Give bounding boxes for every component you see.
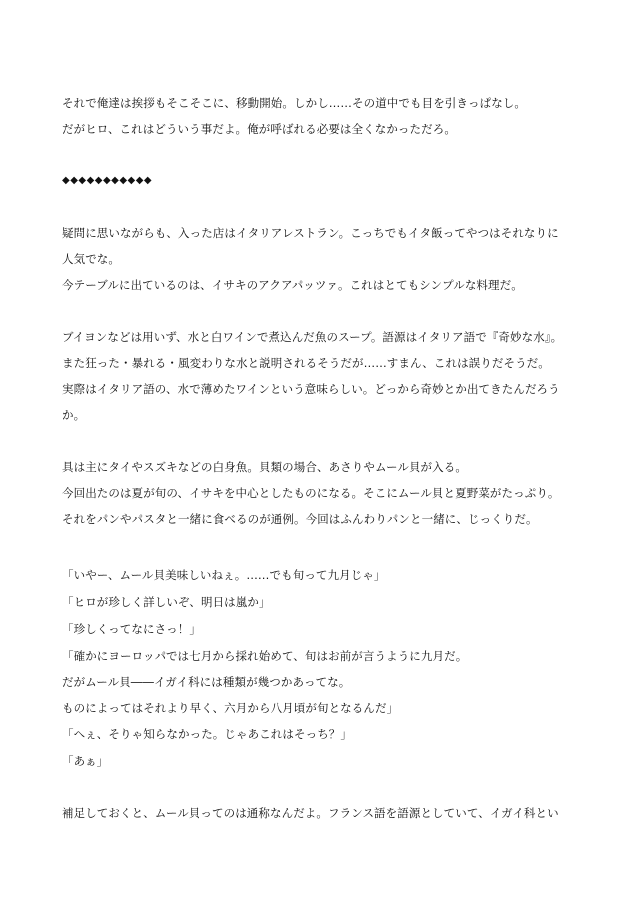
text-line: 今回出たのは夏が旬の、イサキを中心としたものになる。そこにムール貝と夏野菜がたっぷり。 <box>62 486 560 500</box>
dialogue-line: 「ヒロが珍しく詳しいぞ、明日は嵐か」 <box>62 595 271 609</box>
text-line: だがヒロ、これはどういう事だよ。俺が呼ばれる必要は全くなかっただろ。 <box>62 122 456 136</box>
dialogue-line: 「確かにヨーロッパでは七月から採れ始めて、旬はお前が言うように九月だ。 <box>62 649 468 663</box>
text-line: 具は主にタイやスズキなどの白身魚。貝類の場合、あさりやムール貝が入る。 <box>62 460 467 474</box>
text-line: 実際はイタリア語の、水で薄めたワインという意味らしい。どっから奇妙とか出てきたんだろう <box>62 382 560 396</box>
text-line: 疑問に思いながらも、入った店はイタリアレストラン。こっちでもイタ飯ってやつはそれなりに <box>62 226 559 240</box>
dialogue-line: 「珍しくってなにさっ！」 <box>62 622 201 636</box>
dialogue-line: 「いやー、ムール貝美味しいねぇ。……でも旬って九月じゃ」 <box>62 568 386 582</box>
dialogue-line: 「へぇ、そりゃ知らなかった。じゃあこれはそっち？」 <box>62 727 352 741</box>
text-line: ブイヨンなどは用いず、水と白ワインで煮込んだ魚のスープ。語源はイタリア語で『奇妙な水』。 <box>62 330 563 344</box>
text-line: 人気でな。 <box>62 252 120 266</box>
dialogue-line: 「あぁ」 <box>62 754 109 768</box>
text-line: か。 <box>62 408 86 422</box>
dialogue-line: だがムール貝――イガイ科には種類が幾つかあってな。 <box>62 675 351 689</box>
text-line: 今テーブルに出ているのは、イサキのアクアパッツァ。これはとてもシンプルな料理だ。 <box>62 278 523 292</box>
text-line: また狂った・暴れる・風変わりな水と説明されるそうだが……すまん、これは誤りだそうだ。 <box>62 356 550 370</box>
text-line: それをパンやパスタと一緒に食べるのが通例。今回はふんわりパンと一緒に、じっくりだ。 <box>62 512 538 526</box>
text-line: それで俺達は挨拶もそこそこに、移動開始。しかし……その道中でも目を引きっぱなし。 <box>62 96 526 110</box>
section-divider: ◆◆◆◆◆◆◆◆◆◆◆ <box>62 175 153 186</box>
text-line: 補足しておくと、ムール貝ってのは通称なんだよ。フランス語を語源としていて、イガイ科とい <box>62 806 559 820</box>
dialogue-line: ものによってはそれより早く、六月から八月頃が旬となるんだ」 <box>62 701 399 715</box>
